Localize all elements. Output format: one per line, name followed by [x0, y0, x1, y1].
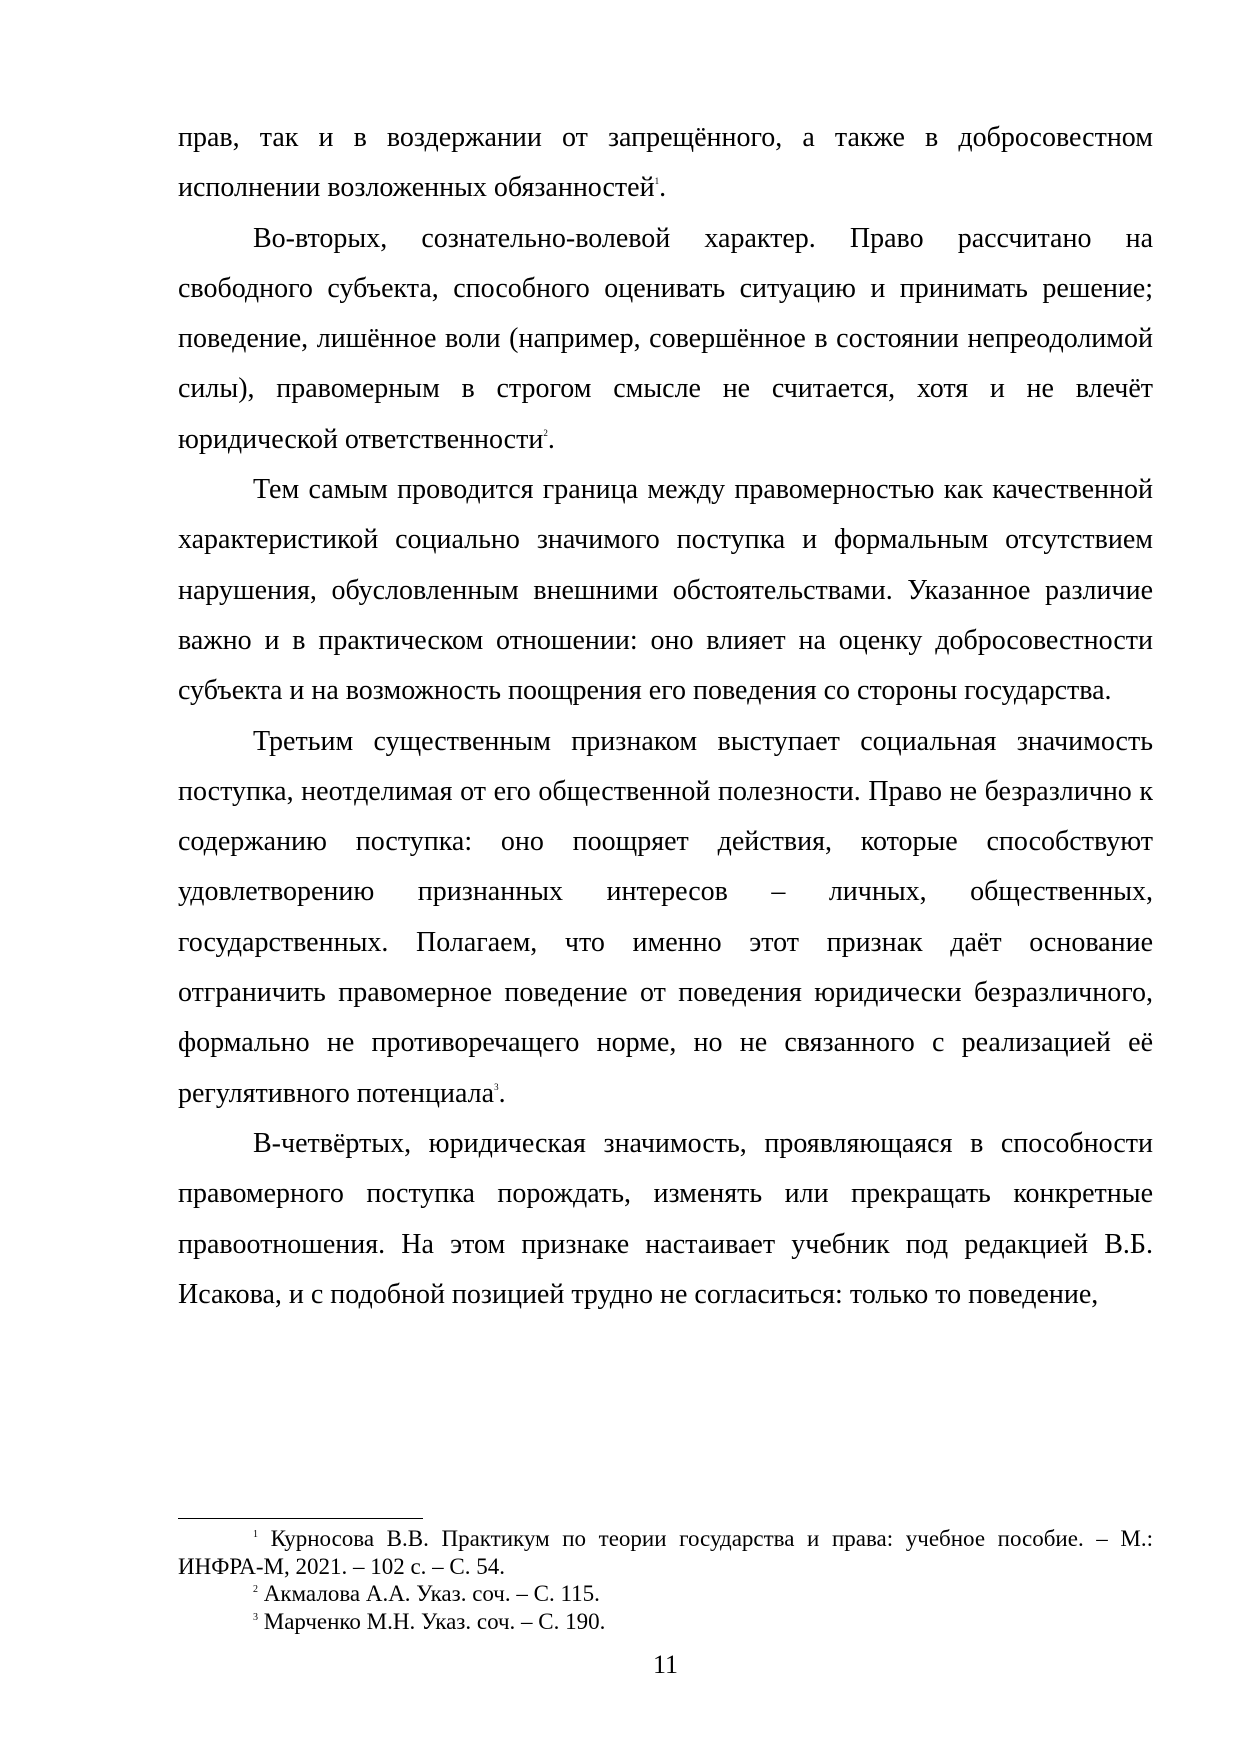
paragraph	[178, 465, 1153, 716]
footnote	[178, 1525, 1153, 1580]
paragraph-text: прав, так и в воздержании от запрещённого, а также в добросовестном исполнении возложенных обязанностей	[178, 122, 1153, 204]
footnote-number: 2	[253, 1584, 258, 1595]
footnote-reference[interactable]: 3	[494, 1081, 499, 1092]
footnote-text: Марченко М.Н. Указ. соч. – С. 190.	[263, 1608, 606, 1634]
footnote-number: 3	[253, 1611, 258, 1623]
main-text	[178, 113, 1153, 1320]
footnote-reference[interactable]: 2	[543, 427, 548, 438]
footnote-text: Курносова В.В. Практикум по теории государства и права: учебное пособие. – М.: ИНФРА-М, 2021. – 102 с. – С. 54.	[178, 1526, 1153, 1579]
paragraph-text: В-четвёртых, юридическая значимость, проявляющаяся в способности правомерного поступка порождать, изменять или прекращать конкретные правоотношения. На этом признаке настаивает учебник под редакцией В.Б. Исакова, и с подобной позицией трудно не согласиться: только то поведение,	[178, 1127, 1153, 1310]
paragraph-end: .	[547, 423, 555, 455]
paragraph-text: Во-вторых, сознательно-волевой характер. Право рассчитано на свободного субъекта, способного оценивать ситуацию и принимать решение; поведение, лишённое воли (например, совершённое в состоянии непреодолимой силы), правомерным в строгом смысле не считается, хотя и не влечёт юридической ответственности	[178, 222, 1153, 455]
paragraph	[178, 717, 1153, 1119]
paragraph	[178, 113, 1153, 214]
paragraph-text: Третьим существенным признаком выступает социальная значимость поступка, неотделимая от его общественной полезности. Право не безразлично к содержанию поступка: оно поощряет действия, которые способствуют удовлетворению признанных интересов – личных, общественных, государственных. Полагаем, что именно этот признак даёт основание отграничить правомерное поведение от поведения юридически безразличного, формально не противоречащего норме, но не связанного с реализацией её регулятивного потенциала	[178, 725, 1153, 1109]
paragraph	[178, 1119, 1153, 1320]
page-number: 11	[652, 1650, 679, 1679]
footnote	[178, 1580, 1153, 1608]
footnote-separator	[178, 1518, 423, 1519]
paragraph-text: Тем самым проводится граница между правомерностью как качественной характеристикой социально значимого поступка и формальным отсутствием нарушения, обусловленным внешними обстоятельствами. Указанное различие важно и в практическом отношении: оно влияет на оценку добросовестности субъекта и на возможность поощрения его поведения со стороны государства.	[178, 474, 1153, 707]
footnote-number: 1	[253, 1529, 258, 1540]
footnote-reference[interactable]: 1	[654, 176, 660, 187]
footnote	[178, 1608, 1153, 1636]
paragraph-end: .	[659, 172, 667, 204]
paragraph-end: .	[498, 1077, 506, 1109]
footnotes	[178, 1525, 1153, 1635]
paragraph	[178, 214, 1153, 465]
footnote-text: Акмалова А.А. Указ. соч. – С. 115.	[263, 1581, 600, 1606]
